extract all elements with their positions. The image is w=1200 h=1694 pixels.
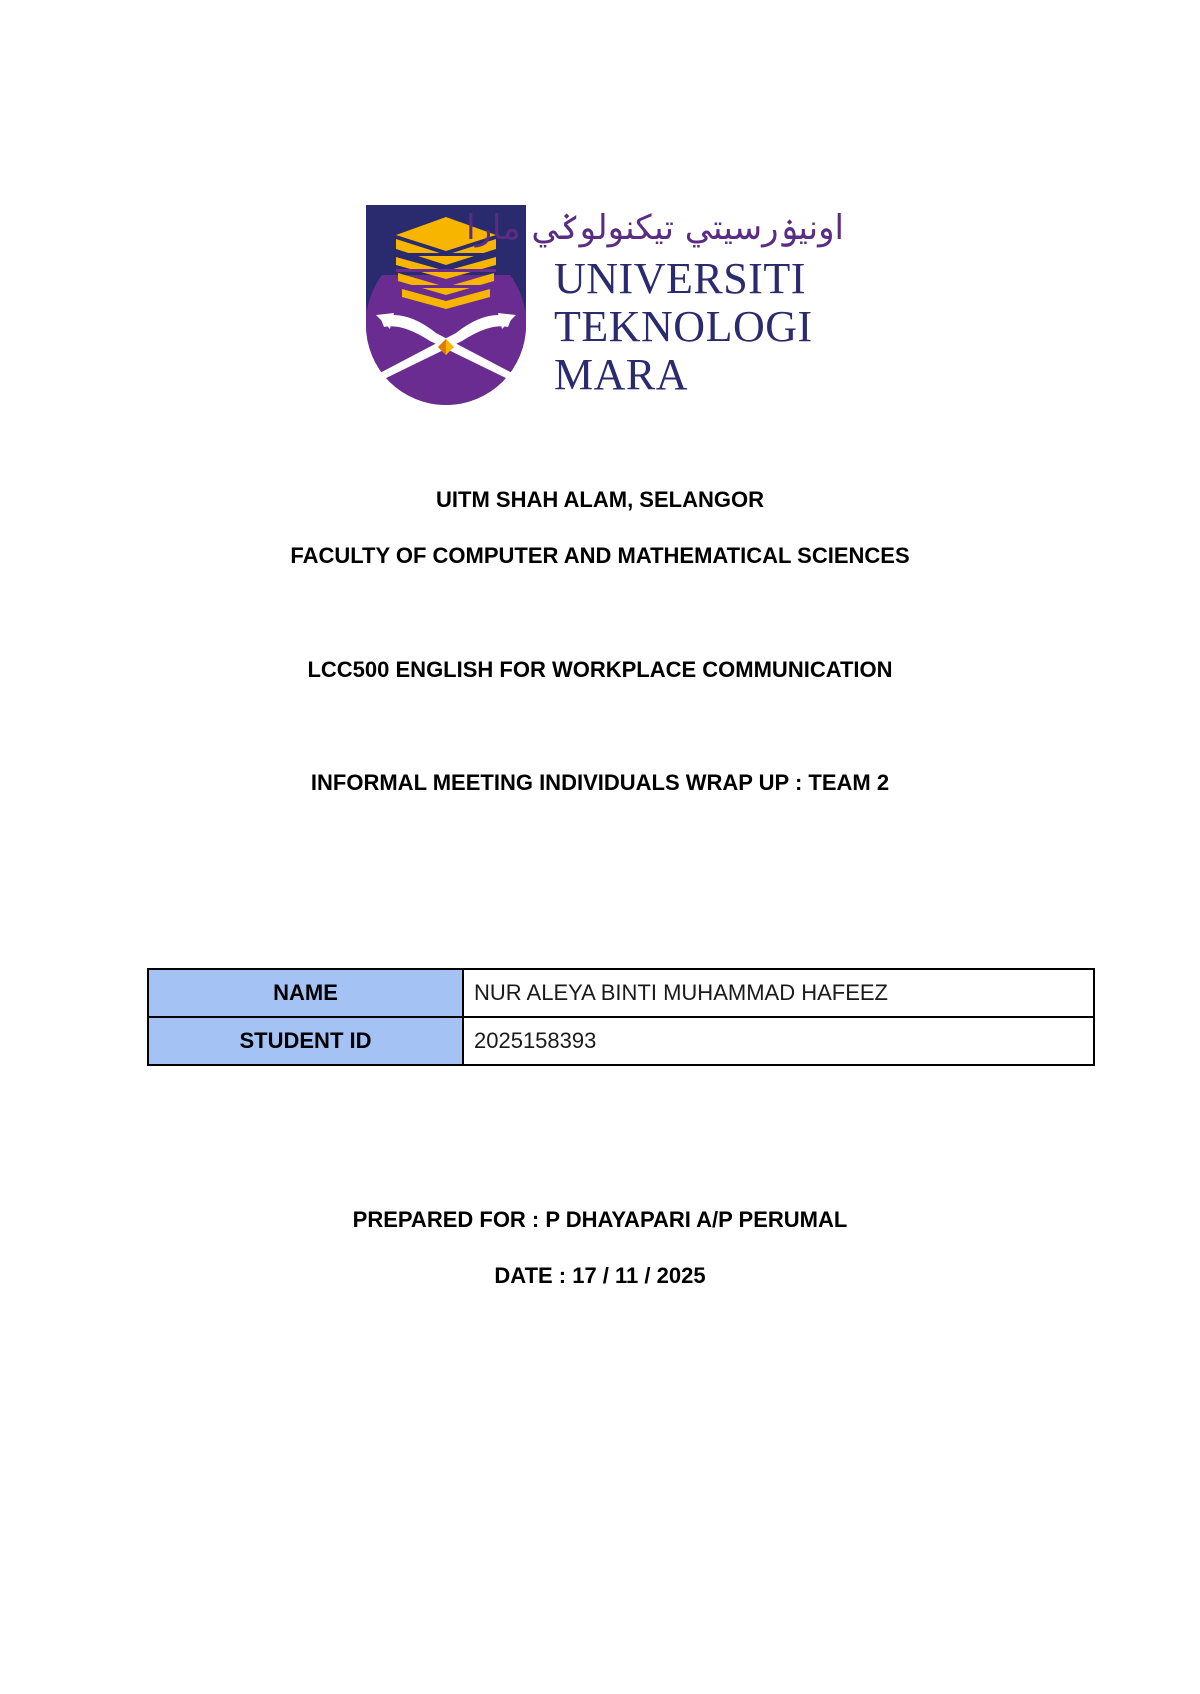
jawi-university-name: اونيۏرسيتي تيکنولوݢي مارا bbox=[466, 208, 844, 248]
student-id-value: 2025158393 bbox=[463, 1017, 1094, 1065]
university-wordmark bbox=[554, 255, 813, 399]
campus-heading: UITM SHAH ALAM, SELANGOR bbox=[436, 487, 764, 512]
wordmark-line-3: MARA bbox=[554, 350, 689, 399]
course-heading: LCC500 ENGLISH FOR WORKPLACE COMMUNICATION bbox=[307, 657, 893, 682]
university-logo bbox=[366, 205, 846, 405]
prepared-for-line: PREPARED FOR : P DHAYAPARI A/P PERUMAL bbox=[352, 1207, 848, 1232]
name-label: NAME bbox=[148, 969, 463, 1017]
name-value: NUR ALEYA BINTI MUHAMMAD HAFEEZ bbox=[463, 969, 1094, 1017]
student-id-label: STUDENT ID bbox=[148, 1017, 463, 1065]
table-row-name bbox=[148, 969, 1094, 1017]
table-row-student-id bbox=[148, 1017, 1094, 1065]
student-info-table bbox=[147, 968, 1095, 1066]
faculty-heading: FACULTY OF COMPUTER AND MATHEMATICAL SCIENCES bbox=[290, 543, 910, 568]
wordmark-line-2: TEKNOLOGI bbox=[554, 302, 813, 351]
assignment-heading: INFORMAL MEETING INDIVIDUALS WRAP UP : TEAM 2 bbox=[310, 770, 890, 795]
wordmark-line-1: UNIVERSITI bbox=[554, 254, 806, 303]
date-line: DATE : 17 / 11 / 2025 bbox=[494, 1263, 706, 1288]
